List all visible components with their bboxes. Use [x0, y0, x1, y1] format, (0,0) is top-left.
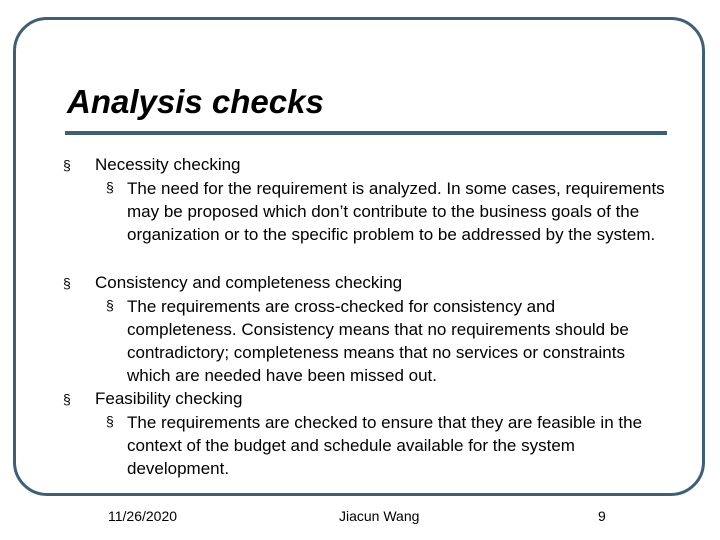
sub-bullet-marker: § [106, 297, 114, 313]
bullet-marker: § [63, 157, 71, 173]
sub-bullet-text: The requirements are cross-checked for consistency and completeness. Consistency means that no requirements should be contradictory; completeness means that no services or constraints which are needed have been missed out. [127, 297, 629, 385]
footer-author: Jiacun Wang [339, 508, 420, 524]
title-underline [65, 131, 667, 135]
bullet-heading: Necessity checking [95, 155, 241, 174]
sub-bullet-marker: § [106, 179, 114, 195]
bullet-heading: Feasibility checking [95, 389, 243, 408]
sub-bullet-text: The requirements are checked to ensure that they are feasible in the context of the budget and schedule available for the system development. [127, 413, 643, 478]
bullet-marker: § [63, 391, 71, 407]
footer-page-number: 9 [598, 508, 606, 524]
sub-bullet-text: The need for the requirement is analyzed. In some cases, requirements may be proposed which don’t contribute to the business goals of the organization or to the specific problem to be addressed by the system. [127, 179, 665, 244]
footer-date: 11/26/2020 [108, 508, 178, 524]
slide-title: Analysis checks [67, 83, 324, 120]
bullet-marker: § [63, 275, 71, 291]
bullet-heading: Consistency and completeness checking [95, 273, 403, 292]
sub-bullet-marker: § [106, 413, 114, 429]
